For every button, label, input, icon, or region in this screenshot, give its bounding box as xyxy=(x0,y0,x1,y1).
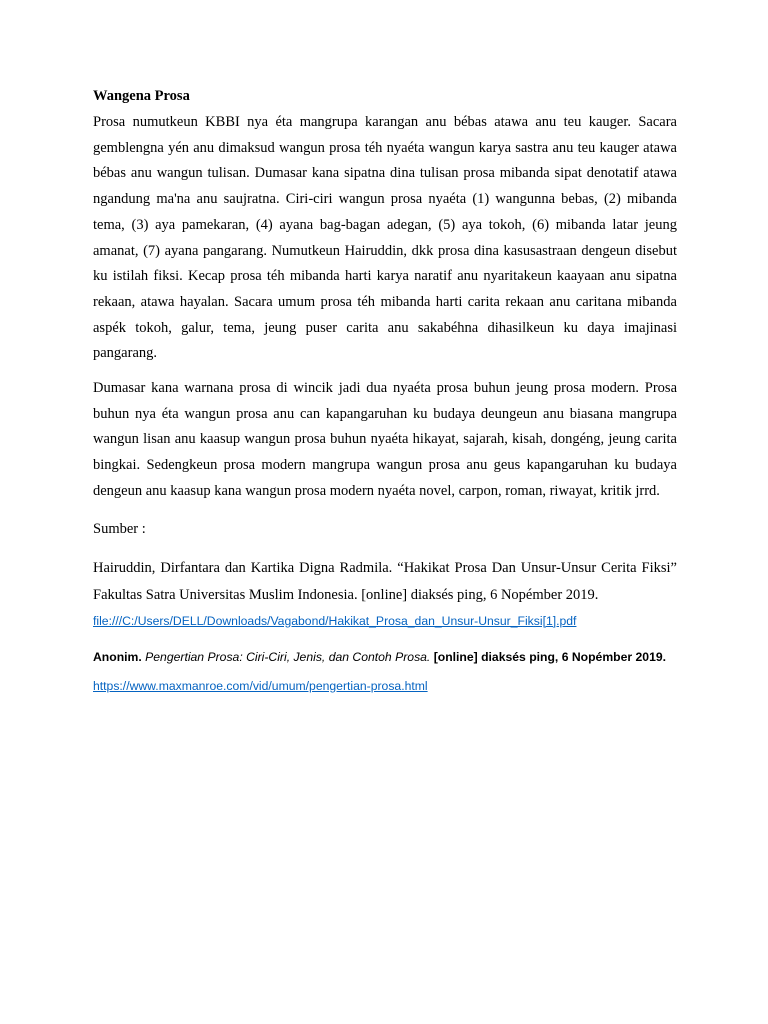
paragraph-types: Dumasar kana warnana prosa di wincik jadi dua nyaéta prosa buhun jeung prosa modern. Prosa buhun nya éta wangun prosa anu can kapangaruhan ku budaya deungeun anu biasana mangrupa wangun lisan anu kaasup wangun prosa buhun nyaéta hikayat, sajarah, kisah, dongéng, jeung carita bingkai. Sedengkeun prosa modern mangrupa wangun prosa anu geus kapangaruhan ku budaya dengeun anu kaasup kana wangun prosa modern nyaéta novel, carpon, roman, riwayat, kritik jrrd. xyxy=(93,380,677,499)
reference-2-link[interactable]: https://www.maxmanroe.com/vid/umum/pengertian-prosa.html xyxy=(93,678,428,693)
sources-label: Sumber : xyxy=(93,520,146,537)
reference-1-link-line xyxy=(93,609,677,633)
document-body xyxy=(93,86,677,696)
reference-2 xyxy=(93,647,677,667)
reference-2-rest: [online] diaksés ping, 6 Nopémber 2019. xyxy=(430,649,667,664)
reference-2-link-line xyxy=(93,676,677,696)
section-heading: Wangena Prosa xyxy=(93,88,190,104)
reference-2-author: Anonim. xyxy=(93,649,146,664)
reference-2-title: Pengertian Prosa: Ciri-Ciri, Jenis, dan Contoh Prosa. xyxy=(145,649,431,664)
reference-1 xyxy=(93,555,677,609)
paragraph-definition: Prosa numutkeun KBBI nya éta mangrupa karangan anu bébas atawa anu teu kauger. Sacara gemblengna yén anu dimaksud wangun prosa téh nyaéta wangun karya sastra anu teu kauger atawa bébas anu wangun tulisan. Dumasar kana sipatna dina tulisan prosa mibanda sipat denotatif atawa ngandung ma'na anu saujratna. Ciri-ciri wangun prosa nyaéta (1) wangunna bebas, (2) mibanda tema, (3) aya pamekaran, (4) ayana bag-bagan adegan, (5) aya tokoh, (6) mibanda latar jeung amanat, (7) ayana pangarang. Numutkeun Hairuddin, dkk prosa dina kasusastraan dengeun disebut ku istilah fiksi. Kecap prosa téh mibanda harti karya naratif anu nyaritakeun kaayaan anu sipatna rekaan, atawa hayalan. Sacara umum prosa téh mibanda harti carita rekaan anu caritana mibanda aspék tokoh, galur, tema, jeung puser carita anu sakabéhna dihasilkeun ku daya imajinasi pangarang. xyxy=(93,114,677,362)
reference-1-text: Hairuddin, Dirfantara dan Kartika Digna Radmila. “Hakikat Prosa Dan Unsur-Unsur Cerita Fiksi” Fakultas Satra Universitas Muslim Indonesia. [online] diaksés ping, 6 Nopémber 2019. xyxy=(93,559,677,603)
reference-1-link[interactable]: file:///C:/Users/DELL/Downloads/Vagabond/Hakikat_Prosa_dan_Unsur-Unsur_Fiksi[1].pdf xyxy=(93,613,577,628)
